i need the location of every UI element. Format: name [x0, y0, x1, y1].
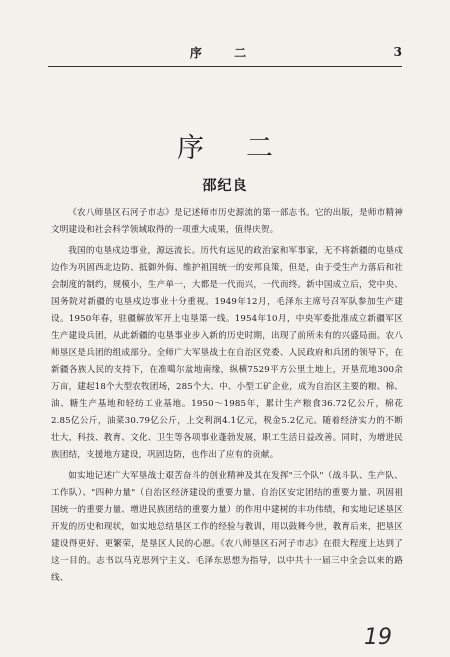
- page-number: 3: [393, 45, 402, 59]
- paragraph-3: 如实地记述广大军垦战士艰苦奋斗的创业精神及其在发挥"三个队"（战斗队、生产队、工作队）、"四种力量"（自治区经济建设的重要力量、自治区安定团结的重要力量、巩固祖国统一的重要力量、增进民族团结的重要力量）的作用中建树的丰功伟绩，和实地记述垦区开发的历史和现状，如实地总结垦区工作的经验与教训，用以鼓舞今世，教育后来，把垦区建设得更好、更繁荣，是垦区人民的心愿。《农八师垦区石河子市志》在很大程度上达到了这一目的。志书以马克思列宁主义、毛泽东思想为指导，以中共十一届三中全会以来的路线、: [51, 471, 403, 583]
- paragraph-2: 我国的屯垦戍边事业，源远流长。历代有远见的政治家和军事家，无不将新疆的屯垦戍边作为巩固西北边防、抵御外侮、维护祖国统一的安邦良策，但是，由于受生产力落后和社会制度的制约，规模小，生产单一，大都是一代而兴，一代而终。新中国成立后，党中央、国务院对新疆的屯垦戍边事业十分重视。1949年12月，毛泽东主席号召军队参加生产建设。1950年春，驻疆解放军开上屯垦第一线。1954年10月，中央军委批准成立新疆军区生产建设兵团，从此新疆的屯垦事业步入新的历史时期，出现了前所未有的兴盛局面。农八师垦区是兵团的组成部分。全师广大军垦战士在自治区党委、人民政府和兵团的领导下，在新疆各族人民的支持下，在准噶尔盆地南缘，纵横7529平方公里土地上，开垦荒地300余万亩，建起18个大型农牧团场，285个大、中、小型工矿企业，成为自治区主要的粮、棉、油、糖生产基地和轻纺工业基地。1950～1985年，累计生产粮食36.72亿公斤，棉花2.85亿公斤，油菜30.79亿公斤，上交利润4.1亿元，税金5.2亿元。随着经济实力的不断壮大，科技、教育、文化、卫生等各项事业蓬勃发展，职工生活日益改善。同时，为增进民族团结，支援地方建设，巩固边防，也作出了应有的贡献。: [51, 246, 403, 460]
- header-rule: [48, 66, 402, 67]
- paragraph-1: 《农八师垦区石河子市志》是记述师市历史源流的第一部志书。它的出版，是师市精神文明建设和社会科学领域取得的一项重大成果，值得庆贺。: [51, 208, 403, 235]
- running-header-title: 序 二: [189, 46, 261, 60]
- author-name: 邵纪良: [202, 178, 248, 194]
- body-text: [51, 205, 403, 591]
- chapter-title: 序二: [177, 133, 315, 164]
- handwritten-page-mark: 19: [364, 625, 392, 650]
